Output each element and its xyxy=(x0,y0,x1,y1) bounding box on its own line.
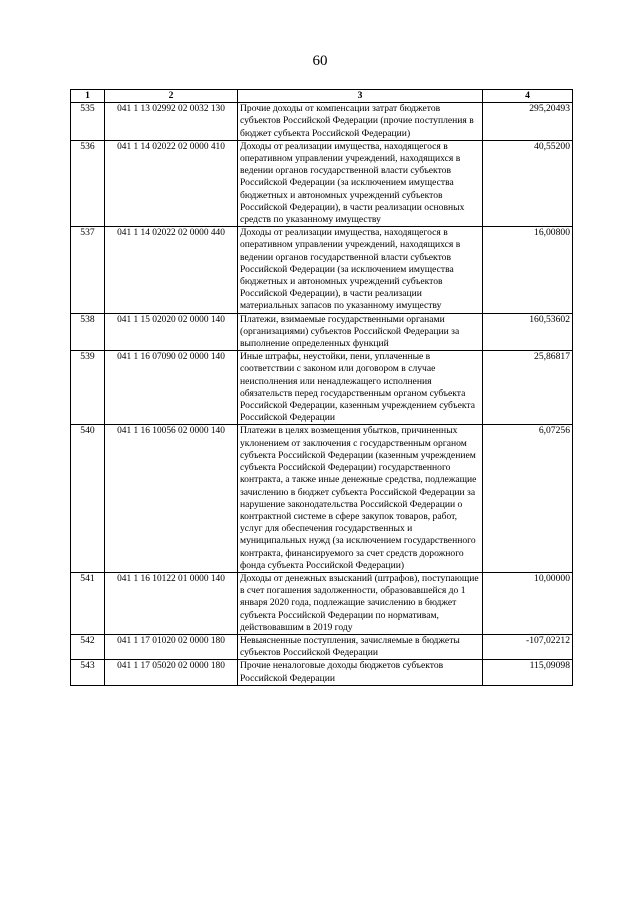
table-header-row xyxy=(71,90,573,103)
table-row xyxy=(71,572,573,634)
table-row xyxy=(71,103,573,141)
income-description: Иные штрафы, неустойки, пени, уплаченные в соответствии с законом или договором в случае неисполнения или ненадлежащего исполнения обязательств перед государственным органом субъекта Российской Федерации, казенным учреждением субъекта Российской Федерации xyxy=(238,351,483,425)
header-col-4: 4 xyxy=(483,90,573,103)
row-number: 536 xyxy=(71,140,105,226)
row-number: 541 xyxy=(71,572,105,634)
table-row xyxy=(71,425,573,572)
budget-table xyxy=(70,89,573,686)
income-description: Доходы от денежных взысканий (штрафов), поступающие в счет погашения задолженности, образовавшейся до 1 января 2020 года, подлежащие зачислению в бюджет субъекта Российской Федерации по нормативам, действовавшим в 2019 году xyxy=(238,572,483,634)
amount: 295,20493 xyxy=(483,103,573,141)
header-col-3: 3 xyxy=(238,90,483,103)
table-row xyxy=(71,227,573,313)
page-number: 60 xyxy=(312,53,328,69)
budget-code: 041 1 16 10056 02 0000 140 xyxy=(105,425,238,572)
amount: 6,07256 xyxy=(483,425,573,572)
budget-code: 041 1 16 10122 01 0000 140 xyxy=(105,572,238,634)
budget-code: 041 1 14 02022 02 0000 440 xyxy=(105,227,238,313)
table-row xyxy=(71,313,573,351)
income-description: Прочие неналоговые доходы бюджетов субъектов Российской Федерации xyxy=(238,660,483,685)
row-number: 540 xyxy=(71,425,105,572)
budget-code: 041 1 17 05020 02 0000 180 xyxy=(105,660,238,685)
income-description: Доходы от реализации имущества, находящегося в оперативном управлении учреждений, находящихся в ведении органов государственной власти субъектов Российской Федерации (за исключением имущества бюджетных и автономных учреждений субъектов Российской Федерации), в части реализации материальных запасов по указанному имуществу xyxy=(238,227,483,313)
amount: 10,00000 xyxy=(483,572,573,634)
table-row xyxy=(71,660,573,685)
header-col-2: 2 xyxy=(105,90,238,103)
header-col-1: 1 xyxy=(71,90,105,103)
amount: 115,09098 xyxy=(483,660,573,685)
budget-code: 041 1 13 02992 02 0032 130 xyxy=(105,103,238,141)
amount: 160,53602 xyxy=(483,313,573,351)
table-row xyxy=(71,140,573,226)
row-number: 537 xyxy=(71,227,105,313)
budget-code: 041 1 16 07090 02 0000 140 xyxy=(105,351,238,425)
row-number: 542 xyxy=(71,634,105,659)
amount: 25,86817 xyxy=(483,351,573,425)
amount: 40,55200 xyxy=(483,140,573,226)
income-description: Платежи, взимаемые государственными органами (организациями) субъектов Российской Федерации за выполнение определенных функций xyxy=(238,313,483,351)
budget-code: 041 1 14 02022 02 0000 410 xyxy=(105,140,238,226)
row-number: 539 xyxy=(71,351,105,425)
income-description: Прочие доходы от компенсации затрат бюджетов субъектов Российской Федерации (прочие поступления в бюджет субъекта Российской Федерации) xyxy=(238,103,483,141)
budget-code: 041 1 15 02020 02 0000 140 xyxy=(105,313,238,351)
amount: -107,02212 xyxy=(483,634,573,659)
table-row xyxy=(71,351,573,425)
table-row xyxy=(71,634,573,659)
row-number: 543 xyxy=(71,660,105,685)
budget-code: 041 1 17 01020 02 0000 180 xyxy=(105,634,238,659)
income-description: Невыясненные поступления, зачисляемые в бюджеты субъектов Российской Федерации xyxy=(238,634,483,659)
amount: 16,00800 xyxy=(483,227,573,313)
row-number: 535 xyxy=(71,103,105,141)
income-description: Доходы от реализации имущества, находящегося в оперативном управлении учреждений, находящихся в ведении органов государственной власти субъектов Российской Федерации (за исключением имущества бюджетных и автономных учреждений субъектов Российской Федерации), в части реализации основных средств по указанному имуществу xyxy=(238,140,483,226)
income-description: Платежи в целях возмещения убытков, причиненных уклонением от заключения с государственным органом субъекта Российской Федерации (казенным учреждением субъекта Российской Федерации) государственного контракта, а также иные денежные средства, подлежащие зачислению в бюджет субъекта Российской Федерации за нарушение законодательства Российской Федерации о контрактной системе в сфере закупок товаров, работ, услуг для обеспечения государственных и муниципальных нужд (за исключением государственного контракта, финансируемого за счет средств дорожного фонда субъекта Российской Федерации) xyxy=(238,425,483,572)
row-number: 538 xyxy=(71,313,105,351)
